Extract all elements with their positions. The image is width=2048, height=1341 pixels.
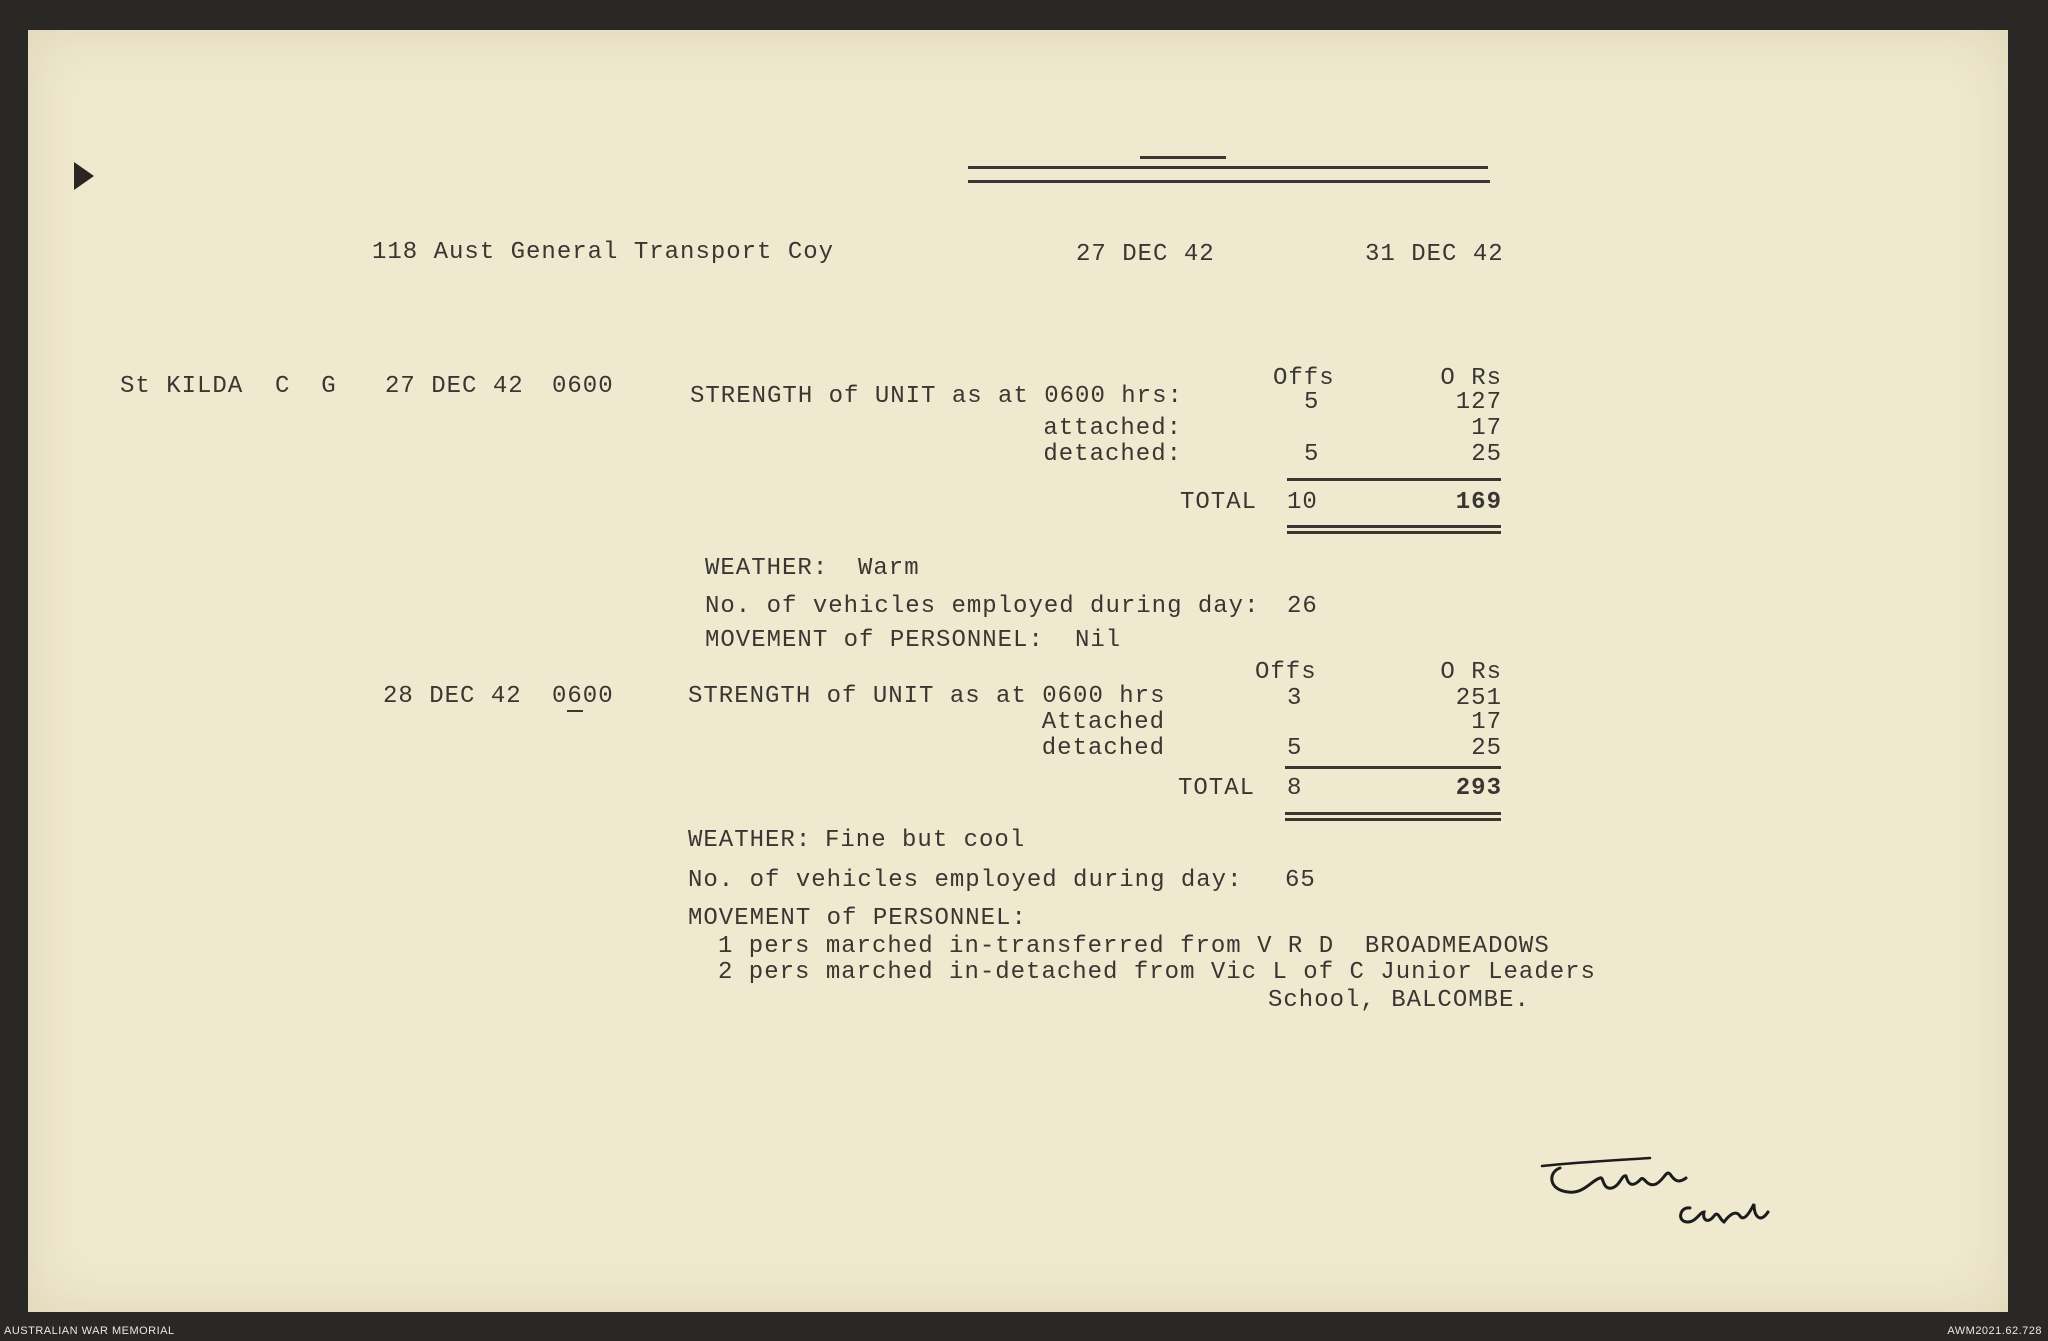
handwritten-signature [1540, 1150, 1820, 1250]
entry2-subtotal-rule [1285, 766, 1501, 769]
entry1-row1-ors: 127 [1455, 389, 1502, 416]
entry1-total-ors: 169 [1455, 489, 1502, 516]
entry2-total-ors: 293 [1455, 775, 1502, 802]
entry1-detached-offs: 5 [1304, 441, 1320, 468]
entry2-total-rule-2 [1285, 818, 1501, 821]
footer-left-credit: AUSTRALIAN WAR MEMORIAL [4, 1325, 175, 1337]
entry1-attached-ors: 17 [1471, 415, 1502, 442]
entry1-movement-value: Nil [1075, 627, 1122, 654]
entry2-movement-line1: 1 pers marched in-transferred from V R D BROADMEADOWS [718, 933, 1550, 960]
entry1-detached-ors: 25 [1471, 441, 1502, 468]
entry1-attached-label: attached: [1043, 415, 1182, 442]
period-to: 31 DEC 42 [1365, 241, 1504, 268]
header-rule-top [1140, 156, 1226, 159]
entry1-subtotal-rule [1287, 478, 1501, 481]
entry2-vehicles-label: No. of vehicles employed during day: [688, 867, 1243, 894]
entry2-vehicles-value: 65 [1285, 867, 1316, 894]
unit-name: 118 Aust General Transport Coy [372, 239, 835, 266]
entry2-weather-value: Fine but cool [825, 827, 1026, 854]
place-cc: C G [275, 373, 337, 400]
entry2-col-ors: O Rs [1440, 659, 1502, 686]
entry1-col-ors: O Rs [1440, 365, 1502, 392]
entry1-weather-value: Warm [858, 555, 920, 582]
entry2-date: 28 DEC 42 [383, 683, 522, 710]
entry2-time: 0600 [552, 683, 614, 710]
entry2-time-underline [567, 710, 583, 712]
entry2-total-label: TOTAL [1178, 775, 1256, 802]
entry1-total-label: TOTAL [1180, 489, 1258, 516]
entry2-col-offs: Offs [1255, 659, 1317, 686]
header-rule-1 [968, 166, 1488, 169]
entry2-movement-label: MOVEMENT of PERSONNEL: [688, 905, 1027, 932]
margin-arrow-mark [74, 162, 94, 190]
entry1-vehicles-value: 26 [1287, 593, 1318, 620]
entry1-total-rule-2 [1287, 531, 1501, 534]
entry1-date: 27 DEC 42 [385, 373, 524, 400]
entry2-detached-ors: 25 [1471, 735, 1502, 762]
entry2-total-rule-1 [1285, 812, 1501, 815]
entry2-movement-line2: 2 pers marched in-detached from Vic L of C Junior Leaders [718, 959, 1596, 986]
entry2-weather-label: WEATHER: [688, 827, 812, 854]
entry2-detached-offs: 5 [1287, 735, 1303, 762]
entry1-strength-label: STRENGTH of UNIT as at 0600 hrs: [690, 383, 1183, 410]
footer-right-id: AWM2021.62.728 [1947, 1325, 2042, 1337]
entry1-time: 0600 [552, 373, 614, 400]
entry2-strength-label: STRENGTH of UNIT as at 0600 hrs [688, 683, 1166, 710]
document-page [28, 30, 2008, 1312]
entry1-total-rule-1 [1287, 525, 1501, 528]
entry1-weather-label: WEATHER: [705, 555, 829, 582]
entry2-row1-ors: 251 [1455, 685, 1502, 712]
header-rule-2 [968, 180, 1490, 183]
entry1-movement-label: MOVEMENT of PERSONNEL: [705, 627, 1044, 654]
entry2-detached-label: detached [1041, 735, 1165, 762]
place: St KILDA [120, 373, 244, 400]
entry1-detached-label: detached: [1043, 441, 1182, 468]
entry2-attached-ors: 17 [1471, 709, 1502, 736]
entry2-row1-offs: 3 [1287, 685, 1303, 712]
entry2-total-offs: 8 [1287, 775, 1303, 802]
entry1-col-offs: Offs [1273, 365, 1335, 392]
entry1-vehicles-label: No. of vehicles employed during day: [705, 593, 1260, 620]
period-from: 27 DEC 42 [1076, 241, 1215, 268]
entry1-total-offs: 10 [1287, 489, 1318, 516]
entry2-movement-line3: School, BALCOMBE. [1268, 987, 1530, 1014]
entry1-row1-offs: 5 [1304, 389, 1320, 416]
entry2-attached-label: Attached [1041, 709, 1165, 736]
